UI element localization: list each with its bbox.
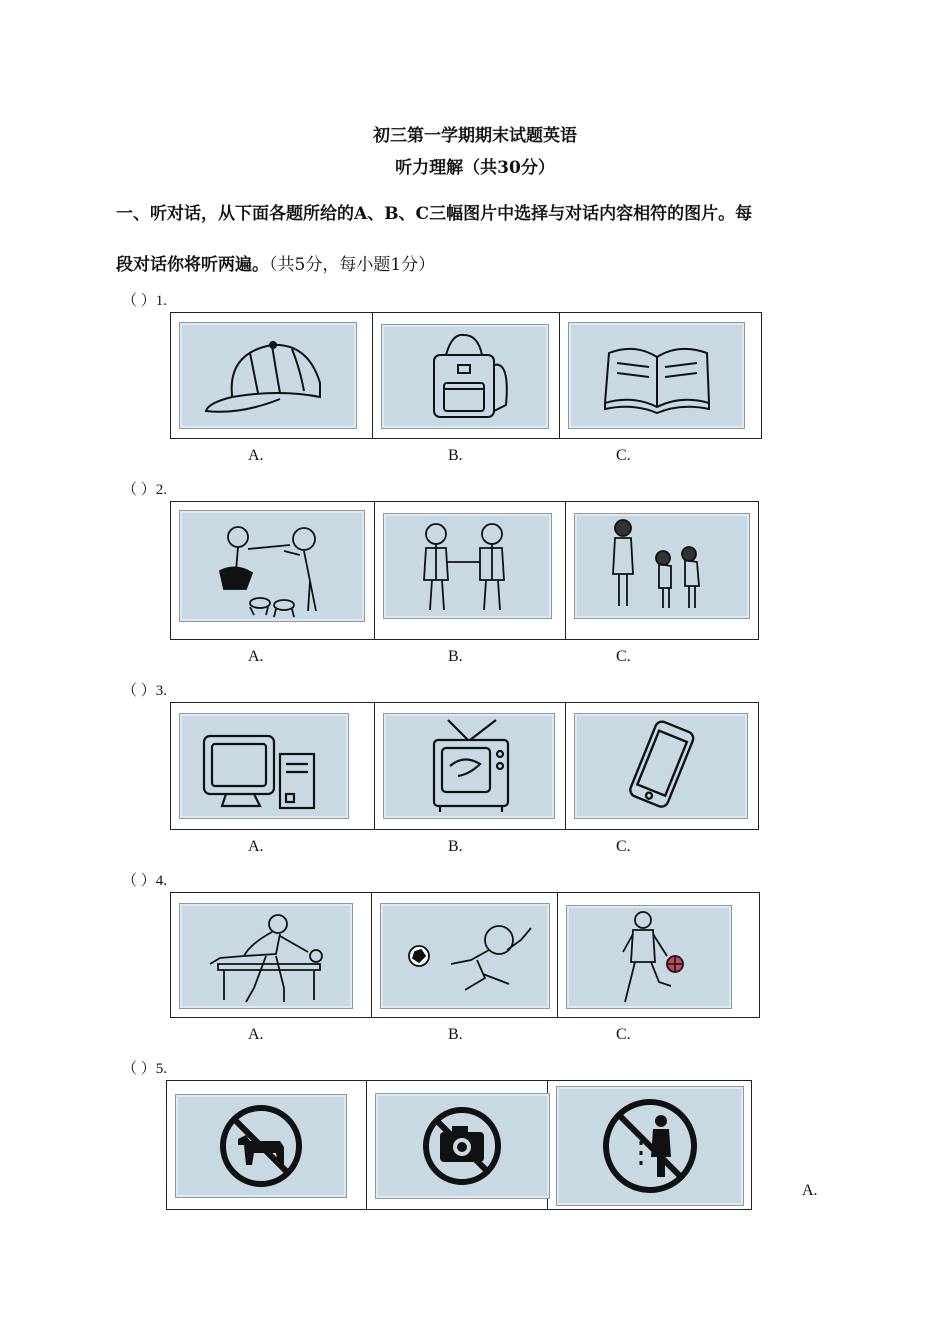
- option-a-label: A.: [802, 1182, 818, 1199]
- question-number: （ ）3.: [122, 683, 168, 699]
- section-instruction-line1: 一、听对话，从下面各题所给的A、B、C三幅图片中选择与对话内容相符的图片。每: [116, 204, 753, 224]
- option-b-cell[interactable]: [373, 313, 560, 438]
- option-b-cell[interactable]: [372, 893, 557, 1017]
- question-2-options: [170, 501, 759, 640]
- basketball-picture: [566, 905, 732, 1009]
- walking-dogs-picture: [179, 510, 365, 622]
- option-c-cell[interactable]: [566, 703, 758, 829]
- option-b-label: B.: [448, 447, 463, 464]
- question-number: （ ）2.: [122, 482, 168, 498]
- page-subtitle: 听力理解（共30分）: [395, 158, 555, 178]
- option-c-label: C.: [616, 648, 631, 665]
- cap-icon: [179, 322, 357, 429]
- option-a-cell[interactable]: [167, 1081, 367, 1209]
- option-a-label: A.: [248, 648, 264, 665]
- option-b-cell[interactable]: [375, 703, 567, 829]
- question-5-options: [166, 1080, 752, 1210]
- computer-icon: [179, 713, 349, 819]
- table-tennis-picture: [179, 903, 353, 1009]
- option-c-cell[interactable]: [558, 893, 759, 1017]
- option-b-label: B.: [448, 1026, 463, 1043]
- question-3-options: [170, 702, 759, 830]
- option-a-cell[interactable]: [171, 703, 375, 829]
- open-book-icon: [568, 322, 745, 429]
- option-b-cell[interactable]: [375, 502, 567, 639]
- option-a-label: A.: [248, 1026, 264, 1043]
- question-1-options: [170, 312, 762, 439]
- option-a-cell[interactable]: [171, 502, 375, 639]
- television-icon: [383, 713, 555, 819]
- question-4-options: [170, 892, 760, 1018]
- question-number: （ ）5.: [122, 1061, 168, 1077]
- option-c-label: C.: [616, 838, 631, 855]
- option-a-label: A.: [248, 838, 264, 855]
- option-b-cell[interactable]: [367, 1081, 547, 1209]
- handshake-picture: [383, 513, 552, 619]
- bowing-picture: [574, 513, 750, 619]
- no-dogs-sign: [175, 1094, 347, 1198]
- no-littering-sign: [556, 1086, 744, 1206]
- option-c-cell[interactable]: [560, 313, 761, 438]
- option-b-label: B.: [448, 648, 463, 665]
- section-instruction-line2: [116, 250, 435, 275]
- question-number: （ ）1.: [122, 293, 168, 309]
- option-a-label: A.: [248, 447, 264, 464]
- option-c-cell[interactable]: [566, 502, 758, 639]
- option-c-cell[interactable]: [548, 1081, 751, 1209]
- option-a-cell[interactable]: [171, 313, 373, 438]
- backpack-icon: [381, 324, 549, 429]
- page-title: 初三第一学期期末试题英语: [373, 126, 577, 146]
- soccer-picture: [380, 903, 550, 1009]
- option-c-label: C.: [616, 447, 631, 464]
- instruction-bold-text: 段对话你将听两遍。: [116, 255, 269, 275]
- smartphone-icon: [574, 713, 748, 819]
- instruction-score-text: （共5分，每小题1分）: [269, 255, 436, 275]
- option-c-label: C.: [616, 1026, 631, 1043]
- option-a-cell[interactable]: [171, 893, 372, 1017]
- option-b-label: B.: [448, 838, 463, 855]
- question-number: （ ）4.: [122, 873, 168, 889]
- no-photos-sign: [375, 1093, 550, 1199]
